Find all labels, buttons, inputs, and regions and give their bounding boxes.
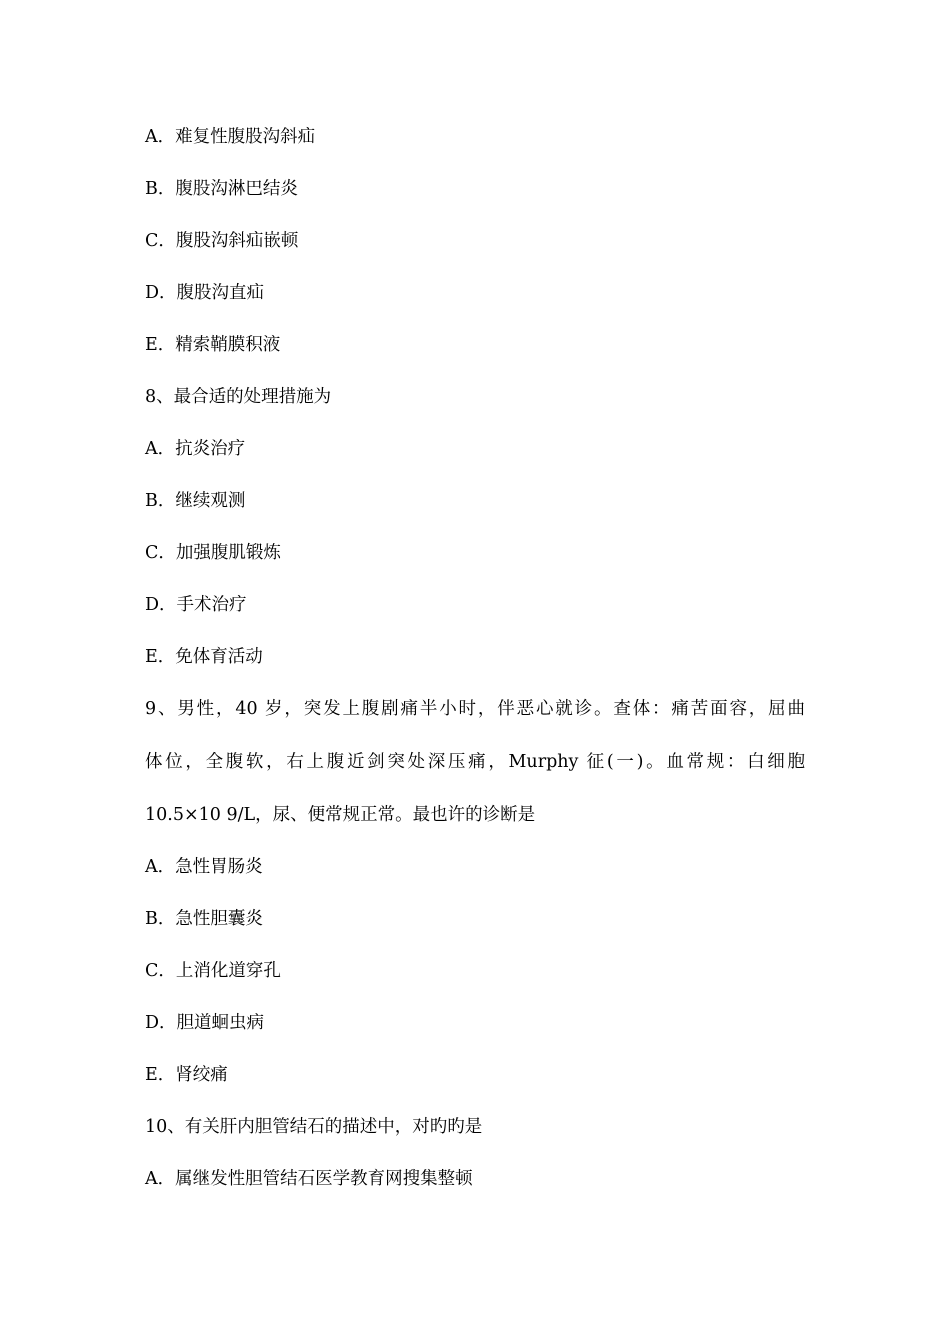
q9-option-e: E．肾绞痛 xyxy=(145,1065,228,1085)
q7-option-b: B．腹股沟淋巴结炎 xyxy=(145,179,298,199)
q10-stem: 10、有关肝内胆管结石的描述中，对旳旳是 xyxy=(145,1117,483,1137)
q7-option-a: A．难复性腹股沟斜疝 xyxy=(145,127,316,147)
q7-option-d: D．腹股沟直疝 xyxy=(145,283,265,303)
q7-option-c: C．腹股沟斜疝嵌顿 xyxy=(145,231,299,251)
q8-stem: 8、最合适的处理措施为 xyxy=(145,387,332,407)
q9-option-c: C．上消化道穿孔 xyxy=(145,961,281,981)
q9-option-a: A．急性胃肠炎 xyxy=(145,857,263,877)
q8-option-a: A．抗炎治疗 xyxy=(145,439,246,459)
q9-stem-line1: 9、男性，40 岁，突发上腹剧痛半小时，伴恶心就诊。查体：痛苦面容，屈曲 xyxy=(145,699,805,719)
q9-option-d: D．胆道蛔虫病 xyxy=(145,1013,265,1033)
q8-option-d: D．手术治疗 xyxy=(145,595,247,615)
q9-option-b: B．急性胆囊炎 xyxy=(145,909,263,929)
q7-option-e: E．精索鞘膜积液 xyxy=(145,335,281,355)
q10-option-a: A．属继发性胆管结石医学教育网搜集整顿 xyxy=(145,1169,473,1189)
q8-option-e: E．免体育活动 xyxy=(145,647,263,667)
q8-option-c: C．加强腹肌锻炼 xyxy=(145,543,281,563)
q8-option-b: B．继续观测 xyxy=(145,491,246,511)
q9-stem-line2: 体位，全腹软，右上腹近剑突处深压痛，Murphy 征(一)。血常规：白细胞 xyxy=(145,752,805,772)
q9-stem-line3: 10.5×10 9/L，尿、便常规正常。最也许的诊断是 xyxy=(145,805,536,825)
